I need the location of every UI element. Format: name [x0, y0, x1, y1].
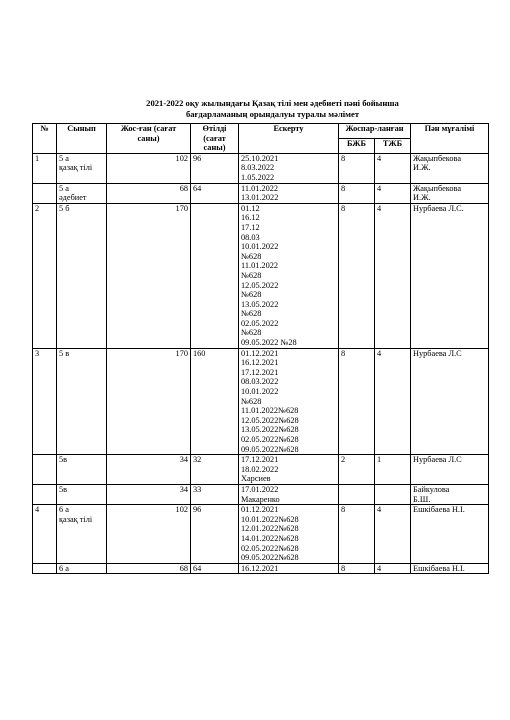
- row-tzhb: 4: [375, 183, 411, 203]
- row-class-line: әдебиет: [59, 193, 87, 203]
- row-number: [33, 455, 57, 485]
- title-line-2: бағдарламаның орындалуы туралы мәлімет: [185, 109, 360, 119]
- row-number: 4: [33, 505, 57, 564]
- header-done-hours: Өтілді (сағат саны): [191, 124, 239, 154]
- row-done-hours: [191, 203, 239, 348]
- table-row: [33, 203, 489, 348]
- row-number: [33, 484, 57, 504]
- row-class: [57, 348, 107, 455]
- row-done-hours: 160: [191, 348, 239, 455]
- row-done-hours: 64: [191, 183, 239, 203]
- row-note: [239, 455, 339, 485]
- row-bzhb: 8: [339, 183, 375, 203]
- row-planned-hours: 170: [107, 348, 191, 455]
- row-bzhb: 8: [339, 153, 375, 183]
- row-teacher: [411, 203, 489, 348]
- row-note-line: 14.01.2022№628: [241, 533, 299, 543]
- row-note: [239, 484, 339, 504]
- row-tzhb: 4: [375, 203, 411, 348]
- title-line-1: 2021-2022 оқу жылындағы Қазақ тілі мен әдебиеті пәні бойынша: [146, 98, 399, 108]
- row-note-line: 18.02.2022: [241, 464, 279, 474]
- row-note-line: 1.05.2022: [241, 172, 275, 182]
- row-tzhb: 1: [375, 455, 411, 485]
- table-row: [33, 348, 489, 455]
- row-teacher: [411, 153, 489, 183]
- table-row: [33, 153, 489, 183]
- row-class-line: 6 а: [59, 563, 69, 573]
- row-done-hours: 64: [191, 563, 239, 574]
- header-number: №: [33, 124, 57, 154]
- row-tzhb: 4: [375, 563, 411, 574]
- row-note-line: 08.03: [241, 232, 260, 242]
- row-planned-hours: 68: [107, 183, 191, 203]
- row-bzhb: 8: [339, 505, 375, 564]
- row-note-line: 12.01.2022№628: [241, 524, 299, 534]
- row-planned-hours: 34: [107, 455, 191, 485]
- row-bzhb: 8: [339, 563, 375, 574]
- row-note-line: 17.01.2022: [241, 484, 279, 494]
- row-planned-hours: 102: [107, 153, 191, 183]
- row-number: 2: [33, 203, 57, 348]
- row-teacher-line: Нурбаева Л.С: [413, 348, 462, 358]
- row-note-line: Макаренко: [241, 494, 280, 504]
- header-bzhb: БЖБ: [339, 138, 375, 153]
- table-row: [33, 455, 489, 485]
- row-teacher-line: Ешкібаева Н.І.: [413, 505, 465, 515]
- row-note-line: 09.05.2022№628: [241, 444, 299, 454]
- row-note-line: №628: [241, 328, 262, 338]
- row-note-line: 13.01.2022: [241, 193, 279, 203]
- row-tzhb: 4: [375, 348, 411, 455]
- row-note-line: 8.03.2022: [241, 163, 275, 173]
- row-teacher: [411, 484, 489, 504]
- row-note-line: №628: [241, 270, 262, 280]
- row-note-line: №628: [241, 309, 262, 319]
- row-class: [57, 563, 107, 574]
- row-number: [33, 563, 57, 574]
- row-note-line: 16.12.2021: [241, 358, 279, 368]
- row-note-line: 11.01.2022: [241, 183, 279, 193]
- row-note: [239, 183, 339, 203]
- row-class-line: 5 а: [59, 153, 69, 163]
- row-bzhb: 2: [339, 455, 375, 485]
- header-note: Ескерту: [239, 124, 339, 154]
- row-note-line: 17.12: [241, 222, 260, 232]
- row-class: [57, 484, 107, 504]
- row-teacher: [411, 563, 489, 574]
- table-header: [33, 124, 489, 154]
- row-tzhb: [375, 484, 411, 504]
- table-row: [33, 183, 489, 203]
- row-teacher-line: И.Ж.: [413, 163, 431, 173]
- row-note-line: 10.01.2022№628: [241, 514, 299, 524]
- row-bzhb: [339, 484, 375, 504]
- row-done-hours: 96: [191, 505, 239, 564]
- row-note-line: 01.12.2021: [241, 505, 279, 515]
- row-bzhb: 8: [339, 348, 375, 455]
- document-title: [60, 98, 485, 120]
- header-class: Сынып: [57, 124, 107, 154]
- row-note: [239, 505, 339, 564]
- row-teacher-line: Нурбаева Л.С.: [413, 203, 464, 213]
- row-teacher-line: Байкулова: [413, 484, 450, 494]
- row-class: [57, 153, 107, 183]
- row-note-line: 25.10.2021: [241, 153, 279, 163]
- row-teacher-line: Жақыпбекова: [413, 153, 461, 163]
- row-class-line: 6 а: [59, 505, 69, 515]
- header-planned: Жоспар-ланған: [339, 124, 411, 139]
- row-note-line: 01.12.2021: [241, 348, 279, 358]
- row-note-line: Харсиев: [241, 474, 271, 484]
- row-teacher-line: Нурбаева Л.С: [413, 455, 462, 465]
- row-note-line: №628: [241, 251, 262, 261]
- row-note-line: 17.12.2021: [241, 367, 279, 377]
- header-teacher: Пән мұғалімі: [411, 124, 489, 154]
- row-note-line: 13.05.2022: [241, 299, 279, 309]
- row-note-line: 02.05.2022№628: [241, 543, 299, 553]
- row-done-hours: 33: [191, 484, 239, 504]
- row-note-line: 16.12.2021: [241, 563, 279, 573]
- table-body: [33, 153, 489, 574]
- row-planned-hours: 34: [107, 484, 191, 504]
- row-class-line: 5 а: [59, 183, 69, 193]
- row-tzhb: 4: [375, 153, 411, 183]
- row-note-line: 02.05.2022№628: [241, 435, 299, 444]
- row-class: [57, 183, 107, 203]
- row-class-line: 5 б: [59, 203, 70, 213]
- row-note: [239, 563, 339, 574]
- row-note: [239, 203, 339, 348]
- header-tzhb: ТЖБ: [375, 138, 411, 153]
- row-note-line: 09.05.2022№628: [241, 553, 299, 563]
- row-note-line: 12.05.2022№628: [241, 415, 299, 425]
- table-row: [33, 484, 489, 504]
- row-bzhb: 8: [339, 203, 375, 348]
- table-row: [33, 563, 489, 574]
- row-note-line: 16.12: [241, 213, 260, 223]
- row-teacher-line: Жақыпбекова: [413, 183, 461, 193]
- row-class-line: 5 в: [59, 348, 70, 358]
- row-note-line: 10.01.2022: [241, 242, 279, 252]
- row-note-line: 09.05.2022 №28: [241, 338, 297, 348]
- row-done-hours: 32: [191, 455, 239, 485]
- row-class-line: 5в: [59, 455, 68, 465]
- header-planned-hours: Жос-ған (сағат саны): [107, 124, 191, 154]
- row-teacher: [411, 183, 489, 203]
- row-class-line: 5в: [59, 484, 68, 494]
- row-note-line: 08.03.2022: [241, 377, 279, 387]
- row-class-line: қазақ тілі: [59, 163, 93, 173]
- row-number: [33, 183, 57, 203]
- row-teacher-line: И.Ж.: [413, 193, 431, 203]
- row-number: 1: [33, 153, 57, 183]
- row-tzhb: 4: [375, 505, 411, 564]
- row-note-line: №628: [241, 396, 262, 406]
- row-note-line: №628: [241, 290, 262, 300]
- row-teacher: [411, 348, 489, 455]
- row-note-line: 11.01.2022: [241, 261, 279, 271]
- row-note: [239, 348, 339, 455]
- row-note: [239, 153, 339, 183]
- row-note-line: 13.05.2022№628: [241, 425, 299, 435]
- row-class: [57, 505, 107, 564]
- row-class: [57, 455, 107, 485]
- row-teacher-line: Ешкібаева Н.І.: [413, 563, 465, 573]
- row-note-line: 02.05.2022: [241, 318, 279, 328]
- row-teacher: [411, 505, 489, 564]
- row-class: [57, 203, 107, 348]
- row-class-line: қазақ тілі: [59, 514, 93, 524]
- row-teacher: [411, 455, 489, 485]
- program-report-table: [32, 123, 489, 574]
- table-row: [33, 505, 489, 564]
- row-planned-hours: 102: [107, 505, 191, 564]
- row-teacher-line: Б.Ш.: [413, 494, 431, 504]
- row-note-line: 12.05.2022: [241, 280, 279, 290]
- row-number: 3: [33, 348, 57, 455]
- row-note-line: 17.12.2021: [241, 455, 279, 465]
- row-planned-hours: 68: [107, 563, 191, 574]
- row-note-line: 01.12: [241, 203, 260, 213]
- row-note-line: 11.01.2022№628: [241, 406, 299, 416]
- row-done-hours: 96: [191, 153, 239, 183]
- row-planned-hours: 170: [107, 203, 191, 348]
- row-note-line: 10.01.2022: [241, 387, 279, 397]
